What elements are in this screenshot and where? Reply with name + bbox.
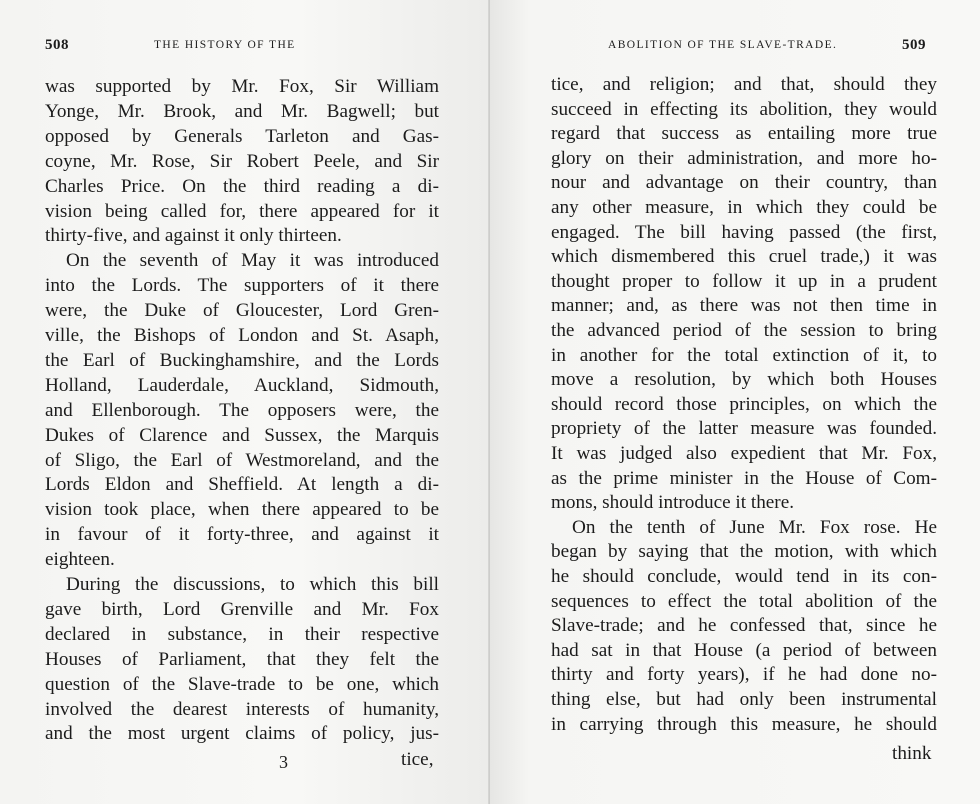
text-line: propriety of the latter measure was founded. xyxy=(551,418,937,440)
text-line: Lords Eldon and Sheffield. At length a di- xyxy=(45,474,439,496)
text-line: mons, should introduce it there. xyxy=(551,492,795,514)
text-line: regard that success as entailing more true xyxy=(551,123,937,145)
text-line: question of the Slave-trade to be one, which xyxy=(45,673,439,695)
text-line: vision being called for, there appeared for it xyxy=(45,200,439,222)
text-line: sequences to effect the total abolition of the xyxy=(551,590,937,612)
text-line: Yonge, Mr. Brook, and Mr. Bagwell; but xyxy=(45,100,439,122)
text-line: and the most urgent claims of policy, jus- xyxy=(45,723,439,745)
text-line: were, the Duke of Gloucester, Lord Gren- xyxy=(45,300,439,322)
text-line: glory on their administration, and more ho- xyxy=(551,147,937,169)
text-line: ville, the Bishops of London and St. Asaph, xyxy=(45,325,439,346)
text-line: It was judged also expedient that Mr. Fox, xyxy=(551,443,937,464)
text-line: as the prime minister in the House of Com- xyxy=(551,467,937,489)
text-line: thing else, but had only been instrumental xyxy=(551,689,937,710)
text-line: declared in substance, in their respective xyxy=(45,623,439,645)
text-line: any other measure, in which they could be xyxy=(551,197,937,218)
text-line: Slave-trade; and he confessed that, since he xyxy=(551,615,937,637)
text-line: of Sligo, the Earl of Westmoreland, and the xyxy=(45,449,439,471)
text-line: and Ellenborough. The opposers were, the xyxy=(45,399,439,421)
text-line: had sat in that House (a period of between xyxy=(551,639,937,661)
text-line: should record those principles, on which the xyxy=(551,393,937,415)
text-line: involved the dearest interests of humanity, xyxy=(45,698,439,720)
text-line: thought proper to follow it up in a prudent xyxy=(551,270,937,292)
left-catchword: tice, xyxy=(401,749,434,770)
text-line: opposed by Generals Tarleton and Gas- xyxy=(45,125,439,147)
text-line: manner; and, as there was not then time in xyxy=(551,295,937,317)
text-line: succeed in effecting its abolition, they would xyxy=(551,98,937,120)
text-line: Houses of Parliament, that they felt the xyxy=(45,648,439,670)
text-line: Holland, Lauderdale, Auckland, Sidmouth, xyxy=(45,374,439,396)
text-line: into the Lords. The supporters of it there xyxy=(45,275,439,297)
right-running-head: ABOLITION OF THE SLAVE-TRADE. xyxy=(608,39,838,51)
text-line: move a resolution, by which both Houses xyxy=(551,369,937,391)
text-line: gave birth, Lord Grenville and Mr. Fox xyxy=(45,598,439,620)
signature-mark: 3 xyxy=(279,752,288,772)
text-line: which dismembered this cruel trade,) it was xyxy=(551,246,937,268)
text-line: began by saying that the motion, with which xyxy=(551,541,937,563)
text-line: engaged. The bill having passed (the first, xyxy=(551,221,937,243)
text-line: During the discussions, to which this bill xyxy=(66,574,439,595)
text-line: in carrying through this measure, he should xyxy=(551,713,937,735)
right-catchword: think xyxy=(892,743,932,764)
text-line: nour and advantage on their country, than xyxy=(551,172,937,194)
text-line: thirty-five, and against it only thirteen. xyxy=(45,225,342,247)
text-line: in favour of it forty-three, and against it xyxy=(45,524,439,546)
left-page-number: 508 xyxy=(45,37,69,53)
text-line: On the tenth of June Mr. Fox rose. He xyxy=(572,516,937,538)
text-line: Charles Price. On the third reading a di- xyxy=(45,175,439,197)
text-line: in another for the total extinction of it, to xyxy=(551,344,937,366)
text-line: the Earl of Buckinghamshire, and the Lords xyxy=(45,349,439,371)
text-line: tice, and religion; and that, should they xyxy=(551,74,937,95)
text-line: he should conclude, would tend in its con- xyxy=(551,566,937,587)
left-running-head: THE HISTORY OF THE xyxy=(154,39,296,51)
text-line: vision took place, when there appeared to be xyxy=(45,499,439,521)
text-line: Dukes of Clarence and Sussex, the Marquis xyxy=(45,424,439,446)
text-line: was supported by Mr. Fox, Sir William xyxy=(45,76,439,97)
text-line: eighteen. xyxy=(45,549,115,571)
text-line: thirty and forty years), if he had done no- xyxy=(551,664,937,686)
text-line: the advanced period of the session to bring xyxy=(551,320,937,341)
right-page-number: 509 xyxy=(902,37,926,53)
text-line: coyne, Mr. Rose, Sir Robert Peele, and Sir xyxy=(45,150,439,172)
text-line: On the seventh of May it was introduced xyxy=(66,250,439,272)
right-page xyxy=(490,0,980,804)
